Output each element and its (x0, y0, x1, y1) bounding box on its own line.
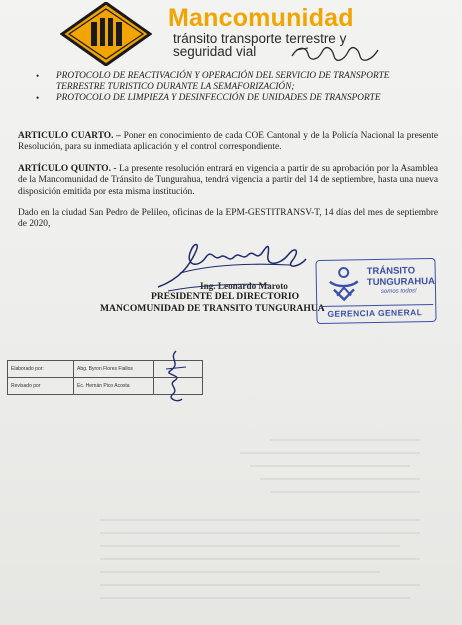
stamp-name (367, 266, 435, 288)
review-person: Abg. Byron Flores Fiallos (74, 361, 154, 378)
stamp-name-line2: TUNGURAHUA (366, 275, 436, 288)
brand-subtitle-line1: tránsito transporte terrestre y (173, 31, 347, 46)
transit-person-icon (325, 265, 364, 304)
articulo-cuarto-text: Poner en conocimiento de cada COE Cantonal y de la Policía Nacional la presente Resolución, para su inmediata aplicación y el control correspondiente. (18, 131, 439, 153)
signer-name: Ing. Leonardo Maroto (200, 281, 288, 291)
protocol-item: • PROTOCOLO DE LIMPIEZA Y DESINFECCIÓN DE UNIDADES DE TRANSPORTE (36, 93, 436, 104)
protocol-item: • PROTOCOLO DE REACTIVACIÓN Y OPERACIÓN DEL SERVICIO DE TRANSPORTE TERRESTRE TURISTICO DURANTE LA SEMAFORIZACIÓN; (36, 71, 436, 92)
articulo-quinto (18, 164, 438, 198)
review-person: Ec. Hernán Pico Acosta (74, 378, 154, 395)
articulo-quinto-text: La presente resolución entrará en vigencia a partir de su aprobación por la Asamblea de la Mancomunidad de Tránsito de Tungurahua, tendrá vigencia a partir del 14 de septiembre, hasta una nueva disposición emitida por esta misma institución. (18, 164, 438, 197)
dado-en-paragraph: Dado en la ciudad San Pedro de Pelileo, oficinas de la EPM-GESTITRANSV-T, 14 días del mes de septiembre de 2020, (18, 208, 438, 230)
stamp-name-line1: TRÁNSITO (366, 265, 416, 278)
protocol-list (36, 71, 436, 104)
brand-title: Mancomunidad (168, 4, 354, 32)
bleed-through-texture (40, 415, 440, 615)
brand-subtitle-line2: seguridad vial (173, 44, 257, 59)
stamp-tagline: somos todos! (380, 288, 417, 295)
diamond-road-sign-icon (60, 2, 152, 66)
signer-organization: MANCOMUNIDAD DE TRANSITO TUNGURAHUA (100, 303, 325, 314)
review-label: Revisado por (8, 378, 74, 395)
stamp-footer: GERENCIA GENERAL (327, 307, 423, 319)
review-label: Elaborado por: (8, 361, 74, 378)
articulo-cuarto (18, 131, 438, 154)
articulo-cuarto-heading: ARTICULO CUARTO. – (18, 131, 121, 141)
signer-title: PRESIDENTE DEL DIRECTORIO (151, 291, 300, 302)
official-stamp (315, 258, 436, 324)
brand-script-wordmark (288, 42, 388, 64)
handwritten-initials (162, 349, 190, 405)
articulo-quinto-heading: ARTÍCULO QUINTO. - (18, 164, 117, 174)
